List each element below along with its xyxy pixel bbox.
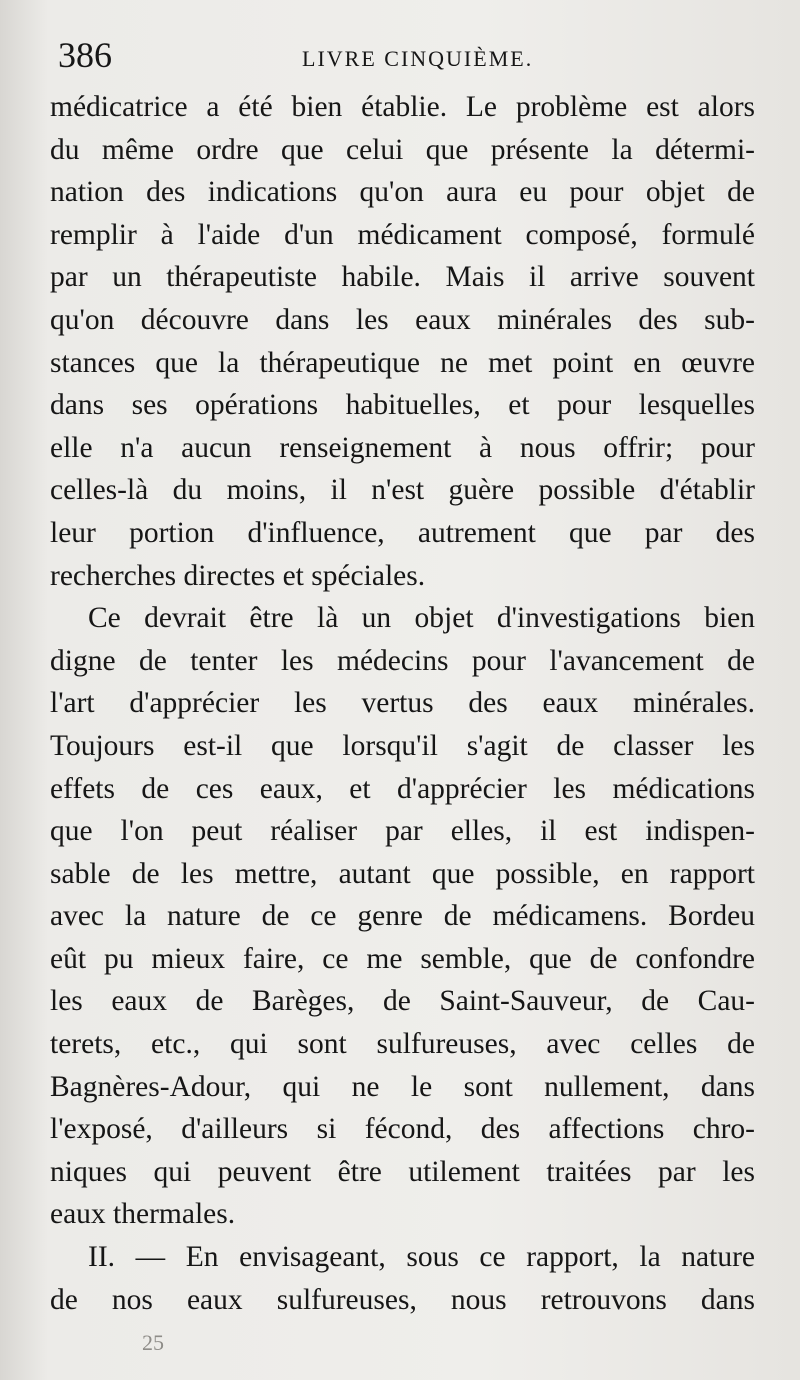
text-line: qu'on découvre dans les eaux minérales des sub- xyxy=(50,303,755,336)
body-text xyxy=(50,86,755,1321)
text-line: du même ordre que celui que présente la détermi- xyxy=(50,133,755,166)
text-line: que l'on peut réaliser par elles, il est indispen- xyxy=(50,815,755,848)
text-line: terets, etc., qui sont sulfureuses, avec celles de xyxy=(50,1028,755,1061)
text-line: dans ses opérations habituelles, et pour lesquelles xyxy=(50,389,755,422)
text-line: eût pu mieux faire, ce me semble, que de confondre xyxy=(50,942,755,975)
text-line: stances que la thérapeutique ne met point en œuvre xyxy=(50,346,755,379)
text-line: digne de tenter les médecins pour l'avancement de xyxy=(50,644,755,677)
text-line: niques qui peuvent être utilement traitées par les xyxy=(50,1155,755,1188)
paragraph-start-line: Ce devrait être là un objet d'investigations bien xyxy=(88,602,755,635)
page-number: 386 xyxy=(58,35,112,75)
text-line: remplir à l'aide d'un médicament composé, formulé xyxy=(50,218,755,251)
text-line: elle n'a aucun renseignement à nous offrir; pour xyxy=(50,431,755,464)
text-line: par un thérapeutiste habile. Mais il arrive souvent xyxy=(50,261,755,294)
signature-mark: 25 xyxy=(142,1330,164,1355)
text-line: les eaux de Barèges, de Saint-Sauveur, de Cau- xyxy=(50,985,755,1018)
text-line: l'exposé, d'ailleurs si fécond, des affections chro- xyxy=(50,1113,755,1146)
text-line: médicatrice a été bien établie. Le problème est alors xyxy=(50,91,755,123)
text-line: Bagnères-Adour, qui ne le sont nullement, dans xyxy=(50,1070,755,1103)
text-line: recherches directes et spéciales. xyxy=(50,559,426,592)
text-line: nation des indications qu'on aura eu pour objet de xyxy=(50,176,755,209)
text-line: Toujours est-il que lorsqu'il s'agit de classer les xyxy=(50,729,755,762)
text-line: leur portion d'influence, autrement que par des xyxy=(50,516,755,549)
text-line: sable de les mettre, autant que possible, en rapport xyxy=(50,857,755,890)
text-line: eaux thermales. xyxy=(50,1198,236,1231)
text-line: effets de ces eaux, et d'apprécier les médications xyxy=(50,772,755,805)
page-header xyxy=(50,30,750,90)
text-line: celles-là du moins, il n'est guère possible d'établir xyxy=(50,474,755,507)
paragraph-start-line: II. — En envisageant, sous ce rapport, la nature xyxy=(88,1241,755,1274)
text-line: de nos eaux sulfureuses, nous retrouvons dans xyxy=(50,1283,755,1316)
text-line: l'art d'apprécier les vertus des eaux minérales. xyxy=(50,687,755,720)
running-title: LIVRE CINQUIÈME. xyxy=(302,46,534,71)
text-line: avec la nature de ce genre de médicamens. Bordeu xyxy=(50,900,755,933)
